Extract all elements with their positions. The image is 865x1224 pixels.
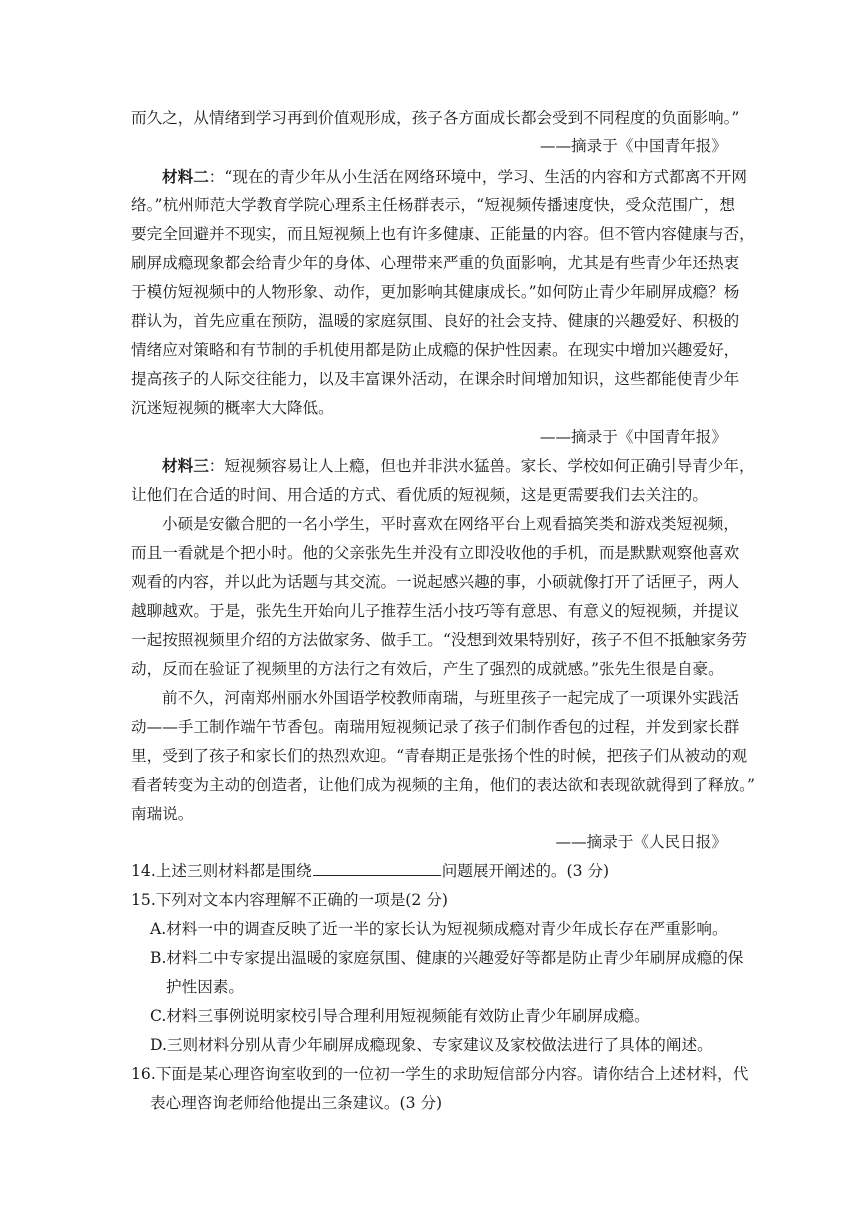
question-16-line-1: 16.下面是某心理咨询室收到的一位初一学生的求助短信部分内容。请你结合上述材料，代 bbox=[131, 1065, 749, 1083]
question-15-option-b-line-2: 护性因素。 bbox=[166, 978, 244, 996]
question-14: 14.上述三则材料都是围绕 问题展开阐述的。(3 分) bbox=[131, 862, 610, 880]
material-two-line-5: 于模仿短视频中的人物形象、动作，更加影响其健康成长。”如何防止青少年刷屏成瘾？杨 bbox=[131, 283, 740, 301]
material-three-p3-line-1: 前不久，河南郑州丽水外国语学校教师南瑞，与班里孩子一起完成了一项课外实践活 bbox=[162, 689, 739, 707]
material-three-label: 材料三 bbox=[162, 456, 209, 475]
material-three-p3-line-2: 动——手工制作端午节香包。南瑞用短视频记录了孩子们制作香包的过程，并发到家长群 bbox=[131, 718, 740, 736]
material-two-line-9: 沉迷短视频的概率大大降低。 bbox=[131, 399, 334, 417]
question-15-option-a: A.材料一中的调查反映了近一半的家长认为短视频成瘾对青少年成长存在严重影响。 bbox=[150, 920, 728, 938]
question-16-line-2: 表心理咨询老师给他提出三条建议。(3 分) bbox=[150, 1094, 443, 1112]
material-one-source: ——摘录于《中国青年报》 bbox=[539, 137, 727, 155]
answer-blank[interactable] bbox=[313, 861, 441, 876]
material-three-p3-line-3: 里，受到了孩子和家长们的热烈欢迎。“青春期正是张扬个性的时候，把孩子们从被动的观 bbox=[131, 747, 748, 765]
question-15-option-c: C.材料三事例说明家校引导合理利用短视频能有效防止青少年刷屏成瘾。 bbox=[150, 1007, 650, 1025]
material-two-line-8: 提高孩子的人际交往能力，以及丰富课外活动，在课余时间增加知识，这些都能使青少年 bbox=[131, 370, 740, 388]
material-one-last-line: 而久之，从情绪到学习再到价值观形成，孩子各方面成长都会受到不同程度的负面影响。” bbox=[131, 109, 740, 127]
material-three-p2-line-2: 而且一看就是个把小时。他的父亲张先生并没有立即没收他的手机，而是默默观察他喜欢 bbox=[131, 544, 740, 562]
material-two-line-1: 材料二：“现在的青少年从小生活在网络环境中，学习、生活的内容和方式都离不开网 bbox=[162, 167, 747, 186]
material-three-line-2: 让他们在合适的时间、用合适的方式、看优质的短视频，这是更需要我们去关注的。 bbox=[131, 486, 708, 504]
material-three-p2-line-4: 越聊越欢。于是，张先生开始向儿子推荐生活小技巧等有意思、有意义的短视频，并提议 bbox=[131, 602, 740, 620]
material-three-p2-line-1: 小硕是安徽合肥的一名小学生，平时喜欢在网络平台上观看搞笑类和游戏类短视频， bbox=[162, 515, 739, 533]
question-15-option-b-line-1: B.材料二中专家提出温暖的家庭氛围、健康的兴趣爱好等都是防止青少年刷屏成瘾的保 bbox=[150, 949, 744, 967]
material-three-source: ——摘录于《人民日报》 bbox=[555, 833, 727, 851]
material-three-p2-line-6: 动，反而在验证了视频里的方法行之有效后，产生了强烈的成就感。”张先生很是自豪。 bbox=[131, 660, 724, 678]
material-two-source: ——摘录于《中国青年报》 bbox=[539, 428, 727, 446]
material-three-line-1: 材料三：短视频容易让人上瘾，但也并非洪水猛兽。家长、学校如何正确引导青少年， bbox=[162, 456, 755, 475]
material-three-p2-line-5: 一起按照视频里介绍的方法做家务、做手工。“没想到效果特别好，孩子不但不抵触家务劳 bbox=[131, 631, 748, 649]
material-three-p3-line-5: 南瑞说。 bbox=[131, 805, 194, 823]
question-15-option-d: D.三则材料分别从青少年刷屏成瘾现象、专家建议及家校做法进行了具体的阐述。 bbox=[150, 1036, 713, 1054]
material-two-line-4: 刷屏成瘾现象都会给青少年的身体、心理带来严重的负面影响，尤其是有些青少年还热衷 bbox=[131, 254, 740, 272]
material-three-p3-line-4: 看者转变为主动的创造者，让他们成为视频的主角，他们的表达欲和表现欲就得到了释放。” bbox=[131, 776, 755, 794]
material-two-line-7: 情绪应对策略和有节制的手机使用都是防止成瘾的保护性因素。在现实中增加兴趣爱好， bbox=[131, 341, 740, 359]
material-three-p2-line-3: 观看的内容，并以此为话题与其交流。一说起感兴趣的事，小硕就像打开了话匣子，两人 bbox=[131, 573, 740, 591]
question-15-stem: 15.下列对文本内容理解不正确的一项是(2 分) bbox=[131, 891, 448, 909]
material-two-line-6: 群认为，首先应重在预防，温暖的家庭氛围、良好的社会支持、健康的兴趣爱好、积极的 bbox=[131, 312, 740, 330]
material-two-line-3: 要完全回避并不现实，而且短视频上也有许多健康、正能量的内容。但不管内容健康与否， bbox=[131, 225, 755, 243]
material-two-line-2: 络。”杭州师范大学教育学院心理系主任杨群表示，“短视频传播速度快，受众范围广，想 bbox=[131, 196, 735, 214]
material-two-label: 材料二 bbox=[162, 167, 209, 186]
